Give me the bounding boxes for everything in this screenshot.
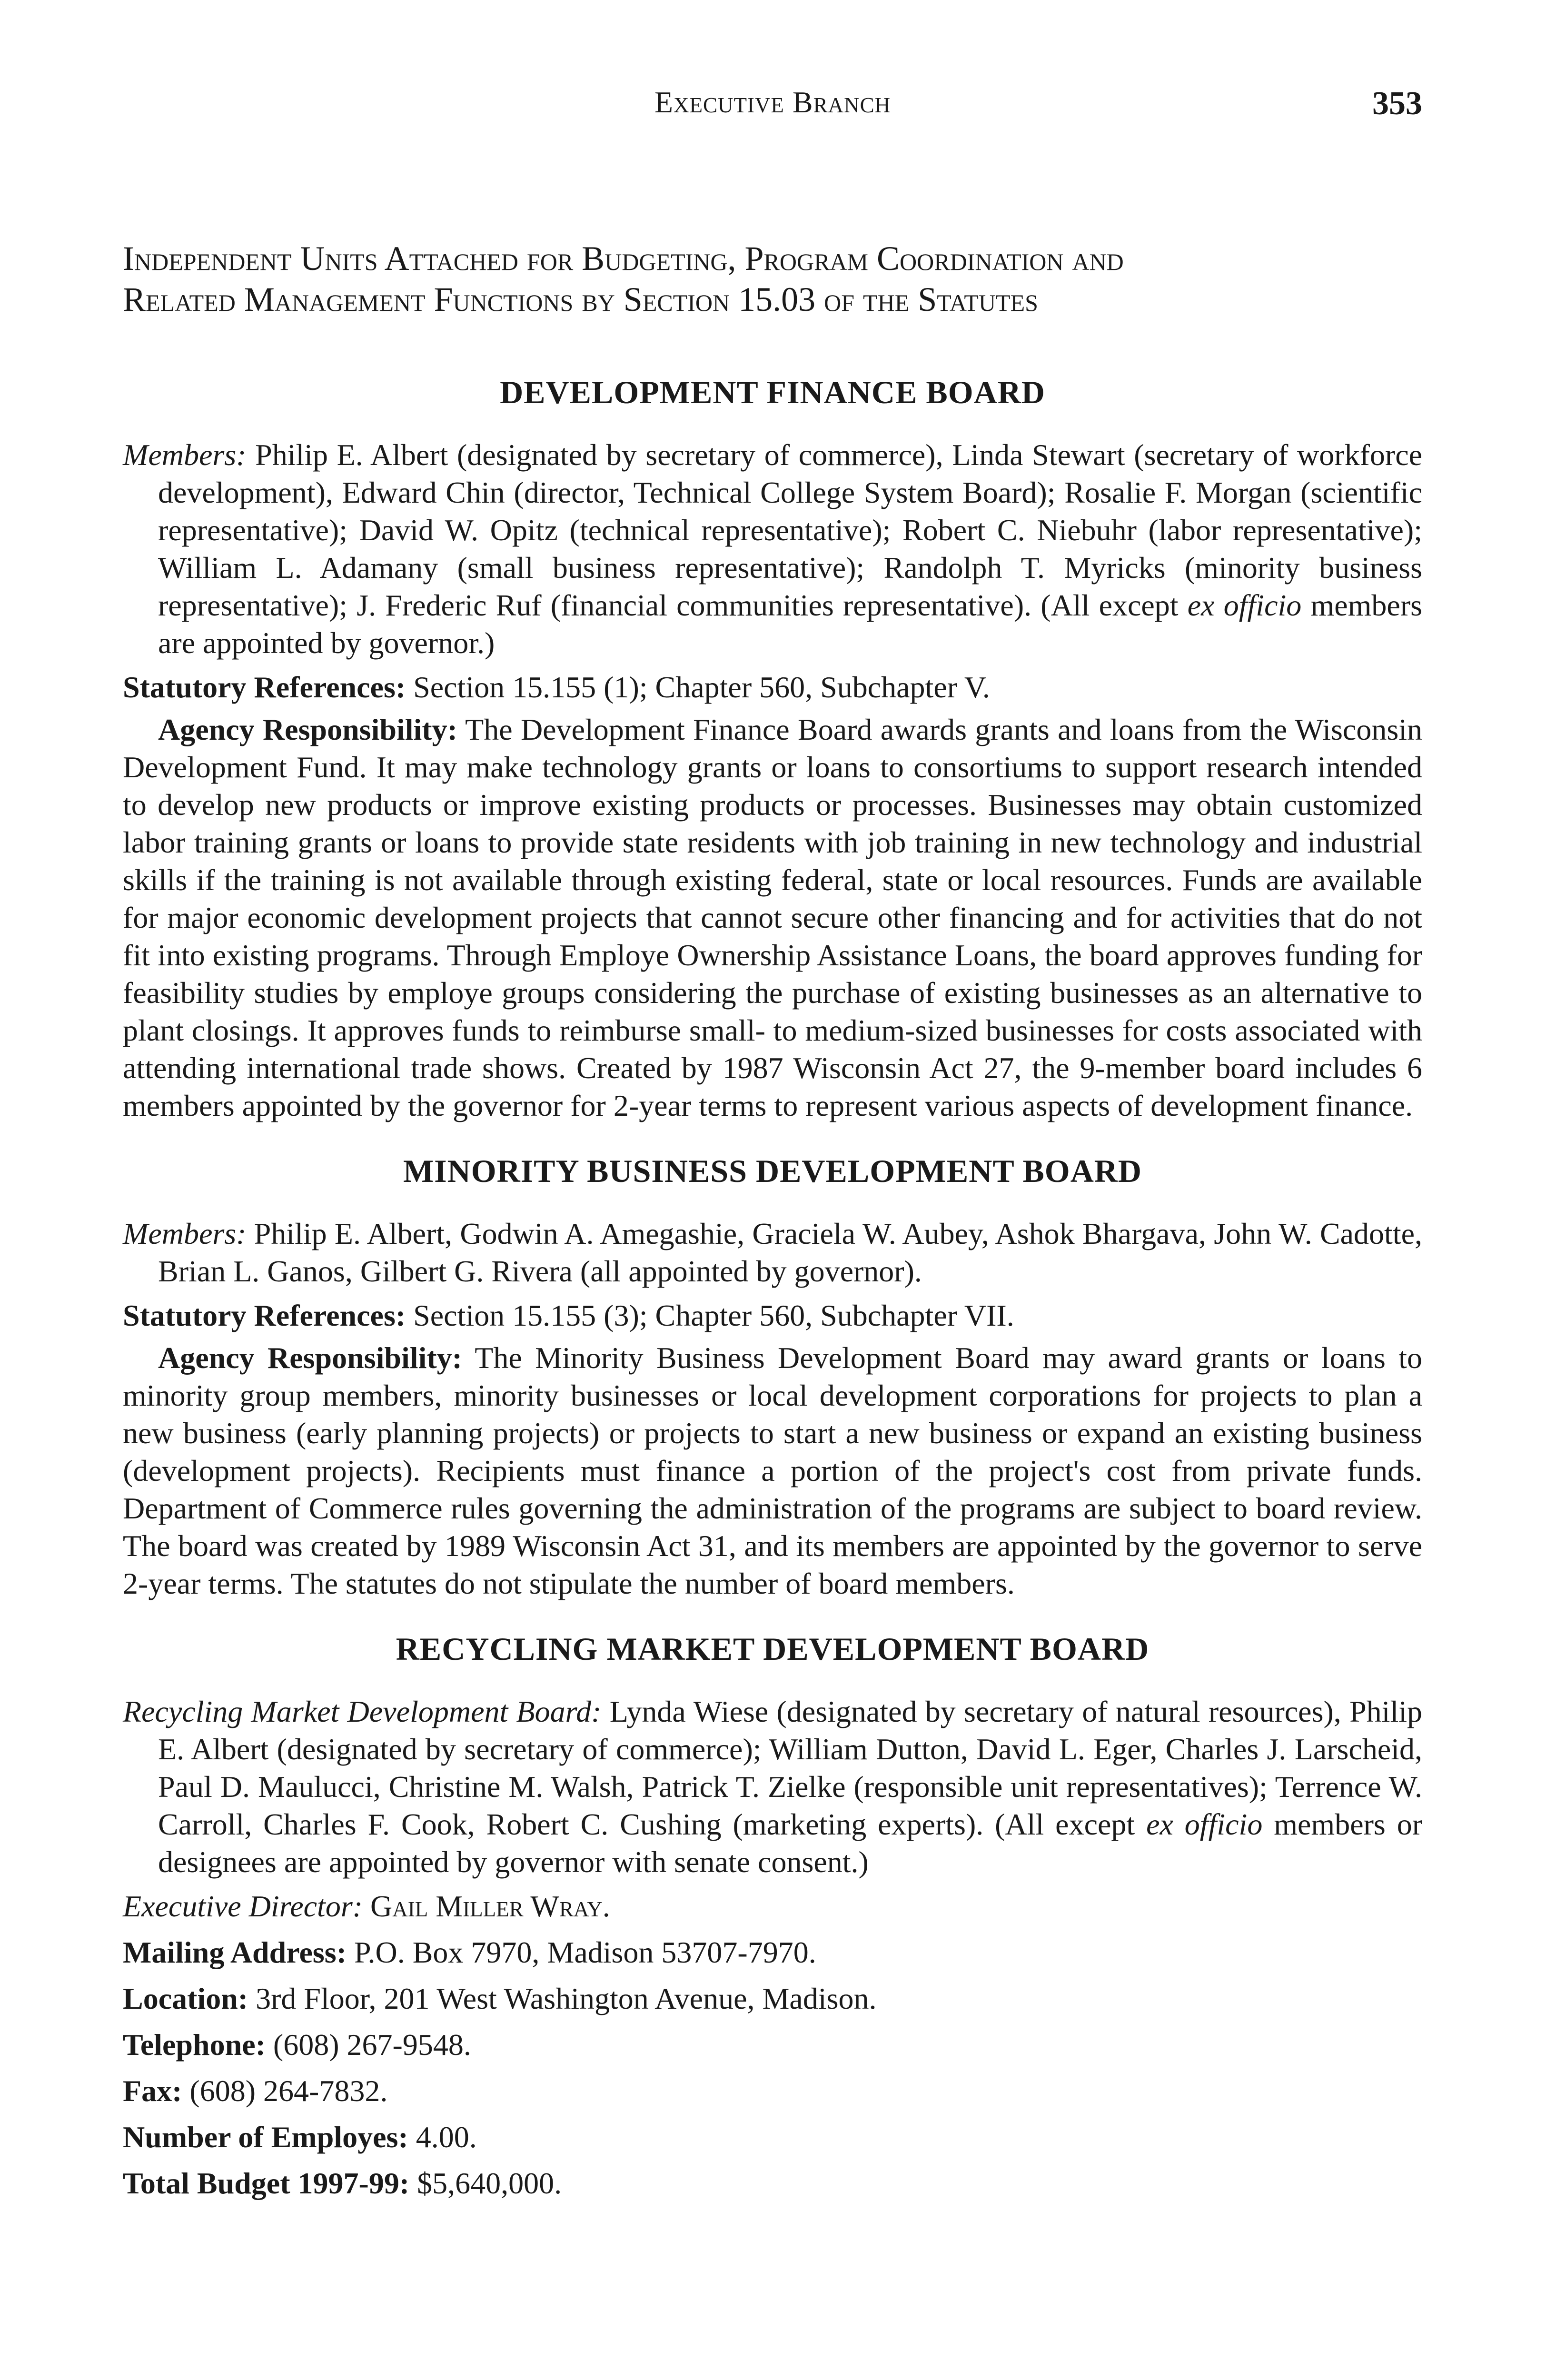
responsibility-text: The Minority Business Development Board may award grants or loans to minority group members, minority businesses or local development corporations for projects to plan a new business (early planning projects) or projects to start a new business or expand an existing business (development projects). Recipients must finance a portion of the project's cost from private funds. Department of Commerce rules governing the administration of the programs are subject to board review. The board was created by 1989 Wisconsin Act 31, and its members are appointed by the governor to serve 2-year terms. The statutes do not stipulate the number of board members. [123,1341,1423,1600]
board-development-finance [123,373,1422,1124]
members-entry [123,1215,1422,1290]
members-tail: members are appointed by governor.) [158,588,1423,660]
members-text: Philip E. Albert, Godwin A. Amegashie, Graciela W. Aubey, Ashok Bhargava, John W. Cadotte, Brian L. Ganos, Gilbert G. Rivera (all appointed by governor). [158,1217,1423,1288]
members-tail: members or designees are appointed by governor with senate consent.) [158,1807,1423,1879]
agency-responsibility [123,1339,1422,1602]
statutory-references [123,668,1422,706]
agency-responsibility [123,711,1422,1124]
responsibility-label: Agency Responsibility: [158,713,457,746]
telephone [123,2026,1422,2063]
contact-label: Fax: [123,2074,182,2108]
members-text: Philip E. Albert (designated by secretary of commerce), Linda Stewart (secretary of workforce development), Edward Chin (director, Technical College System Board); Rosalie F. Morgan (scientific representative); David W. Opitz (technical representative); Robert C. Niebuhr (labor representative); William L. Adamany (small business representative); Randolph T. Myricks (minority business representative); J. Frederic Ruf (financial communities representative). (All except [158,438,1423,622]
running-title: Executive Branch [654,85,891,119]
contact-value: (608) 264-7832. [189,2074,388,2108]
location [123,1980,1422,2017]
section-heading [123,238,1422,320]
members-entry [123,436,1422,662]
number-of-employes [123,2118,1422,2156]
references-text: Section 15.155 (3); Chapter 560, Subchapter VII. [413,1299,1014,1332]
references-label: Statutory References: [123,1299,406,1332]
responsibility-text: The Development Finance Board awards grants and loans from the Wisconsin Development Fund. It may make technology grants or loans to consortiums to support research intended to develop new products or improve existing products or processes. Businesses may obtain customized labor training grants or loans to provide state residents with job training in new technology and industrial skills if the training is not available through existing federal, state or local resources. Funds are available for major economic development projects that cannot secure other financing and for activities that do not fit into existing programs. Through Employe Ownership Assistance Loans, the board approves funding for feasibility studies by employe groups considering the purchase of existing businesses as an alternative to plant closings. It approves funds to reimburse small- to medium-sized businesses for costs associated with attending international trade shows. Created by 1987 Wisconsin Act 27, the 9-member board includes 6 members appointed by the governor for 2-year terms to represent various aspects of development finance. [123,713,1423,1122]
contact-value: P.O. Box 7970, Madison 53707-7970. [354,1935,816,1969]
members-label: Recycling Market Development Board: [123,1695,602,1728]
board-recycling-market [123,1630,1422,2202]
members-label: Members: [123,1217,247,1250]
page-number: 353 [1372,85,1422,122]
board-title: MINORITY BUSINESS DEVELOPMENT BOARD [403,1153,1142,1189]
statutory-references [123,1297,1422,1334]
contact-value: $5,640,000. [417,2166,562,2200]
body-content [123,238,1422,2211]
contact-label: Total Budget 1997-99: [123,2166,410,2200]
references-label: Statutory References: [123,670,406,704]
contact-label: Number of Employes: [123,2120,408,2154]
fax [123,2072,1422,2110]
director-name: Gail Miller Wray. [370,1889,610,1923]
executive-director [123,1887,1422,1925]
contact-value: 3rd Floor, 201 West Washington Avenue, Madison. [256,1982,877,2015]
section-heading-line-1: Independent Units Attached for Budgeting, Program Coordination and [123,239,1124,278]
members-entry [123,1693,1422,1881]
contact-label: Location: [123,1982,248,2015]
contact-label: Mailing Address: [123,1935,347,1969]
board-title: RECYCLING MARKET DEVELOPMENT BOARD [396,1631,1150,1667]
references-text: Section 15.155 (1); Chapter 560, Subchapter V. [413,670,990,704]
members-italic: ex officio [1146,1807,1263,1841]
members-label: Members: [123,438,247,472]
contact-label: Telephone: [123,2028,266,2062]
mailing-address [123,1934,1422,1971]
members-text: Lynda Wiese (designated by secretary of natural resources), Philip E. Albert (designated by secretary of commerce); William Dutton, David L. Eger, Charles J. Larscheid, Paul D. Maulucci, Christine M. Walsh, Patrick T. Zielke (responsible unit representatives); Terrence W. Carroll, Charles F. Cook, Robert C. Cushing (marketing experts). (All except [158,1695,1423,1841]
contact-value: (608) 267-9548. [273,2028,471,2062]
director-label: Executive Director: [123,1889,363,1923]
contact-value: 4.00. [416,2120,477,2154]
members-italic: ex officio [1187,588,1302,622]
board-title: DEVELOPMENT FINANCE BOARD [500,374,1045,410]
total-budget [123,2164,1422,2202]
board-minority-business [123,1152,1422,1602]
responsibility-label: Agency Responsibility: [158,1341,462,1375]
section-heading-line-2: Related Management Functions by Section 15.03 of the Statutes [123,280,1038,318]
running-head [123,85,1422,137]
